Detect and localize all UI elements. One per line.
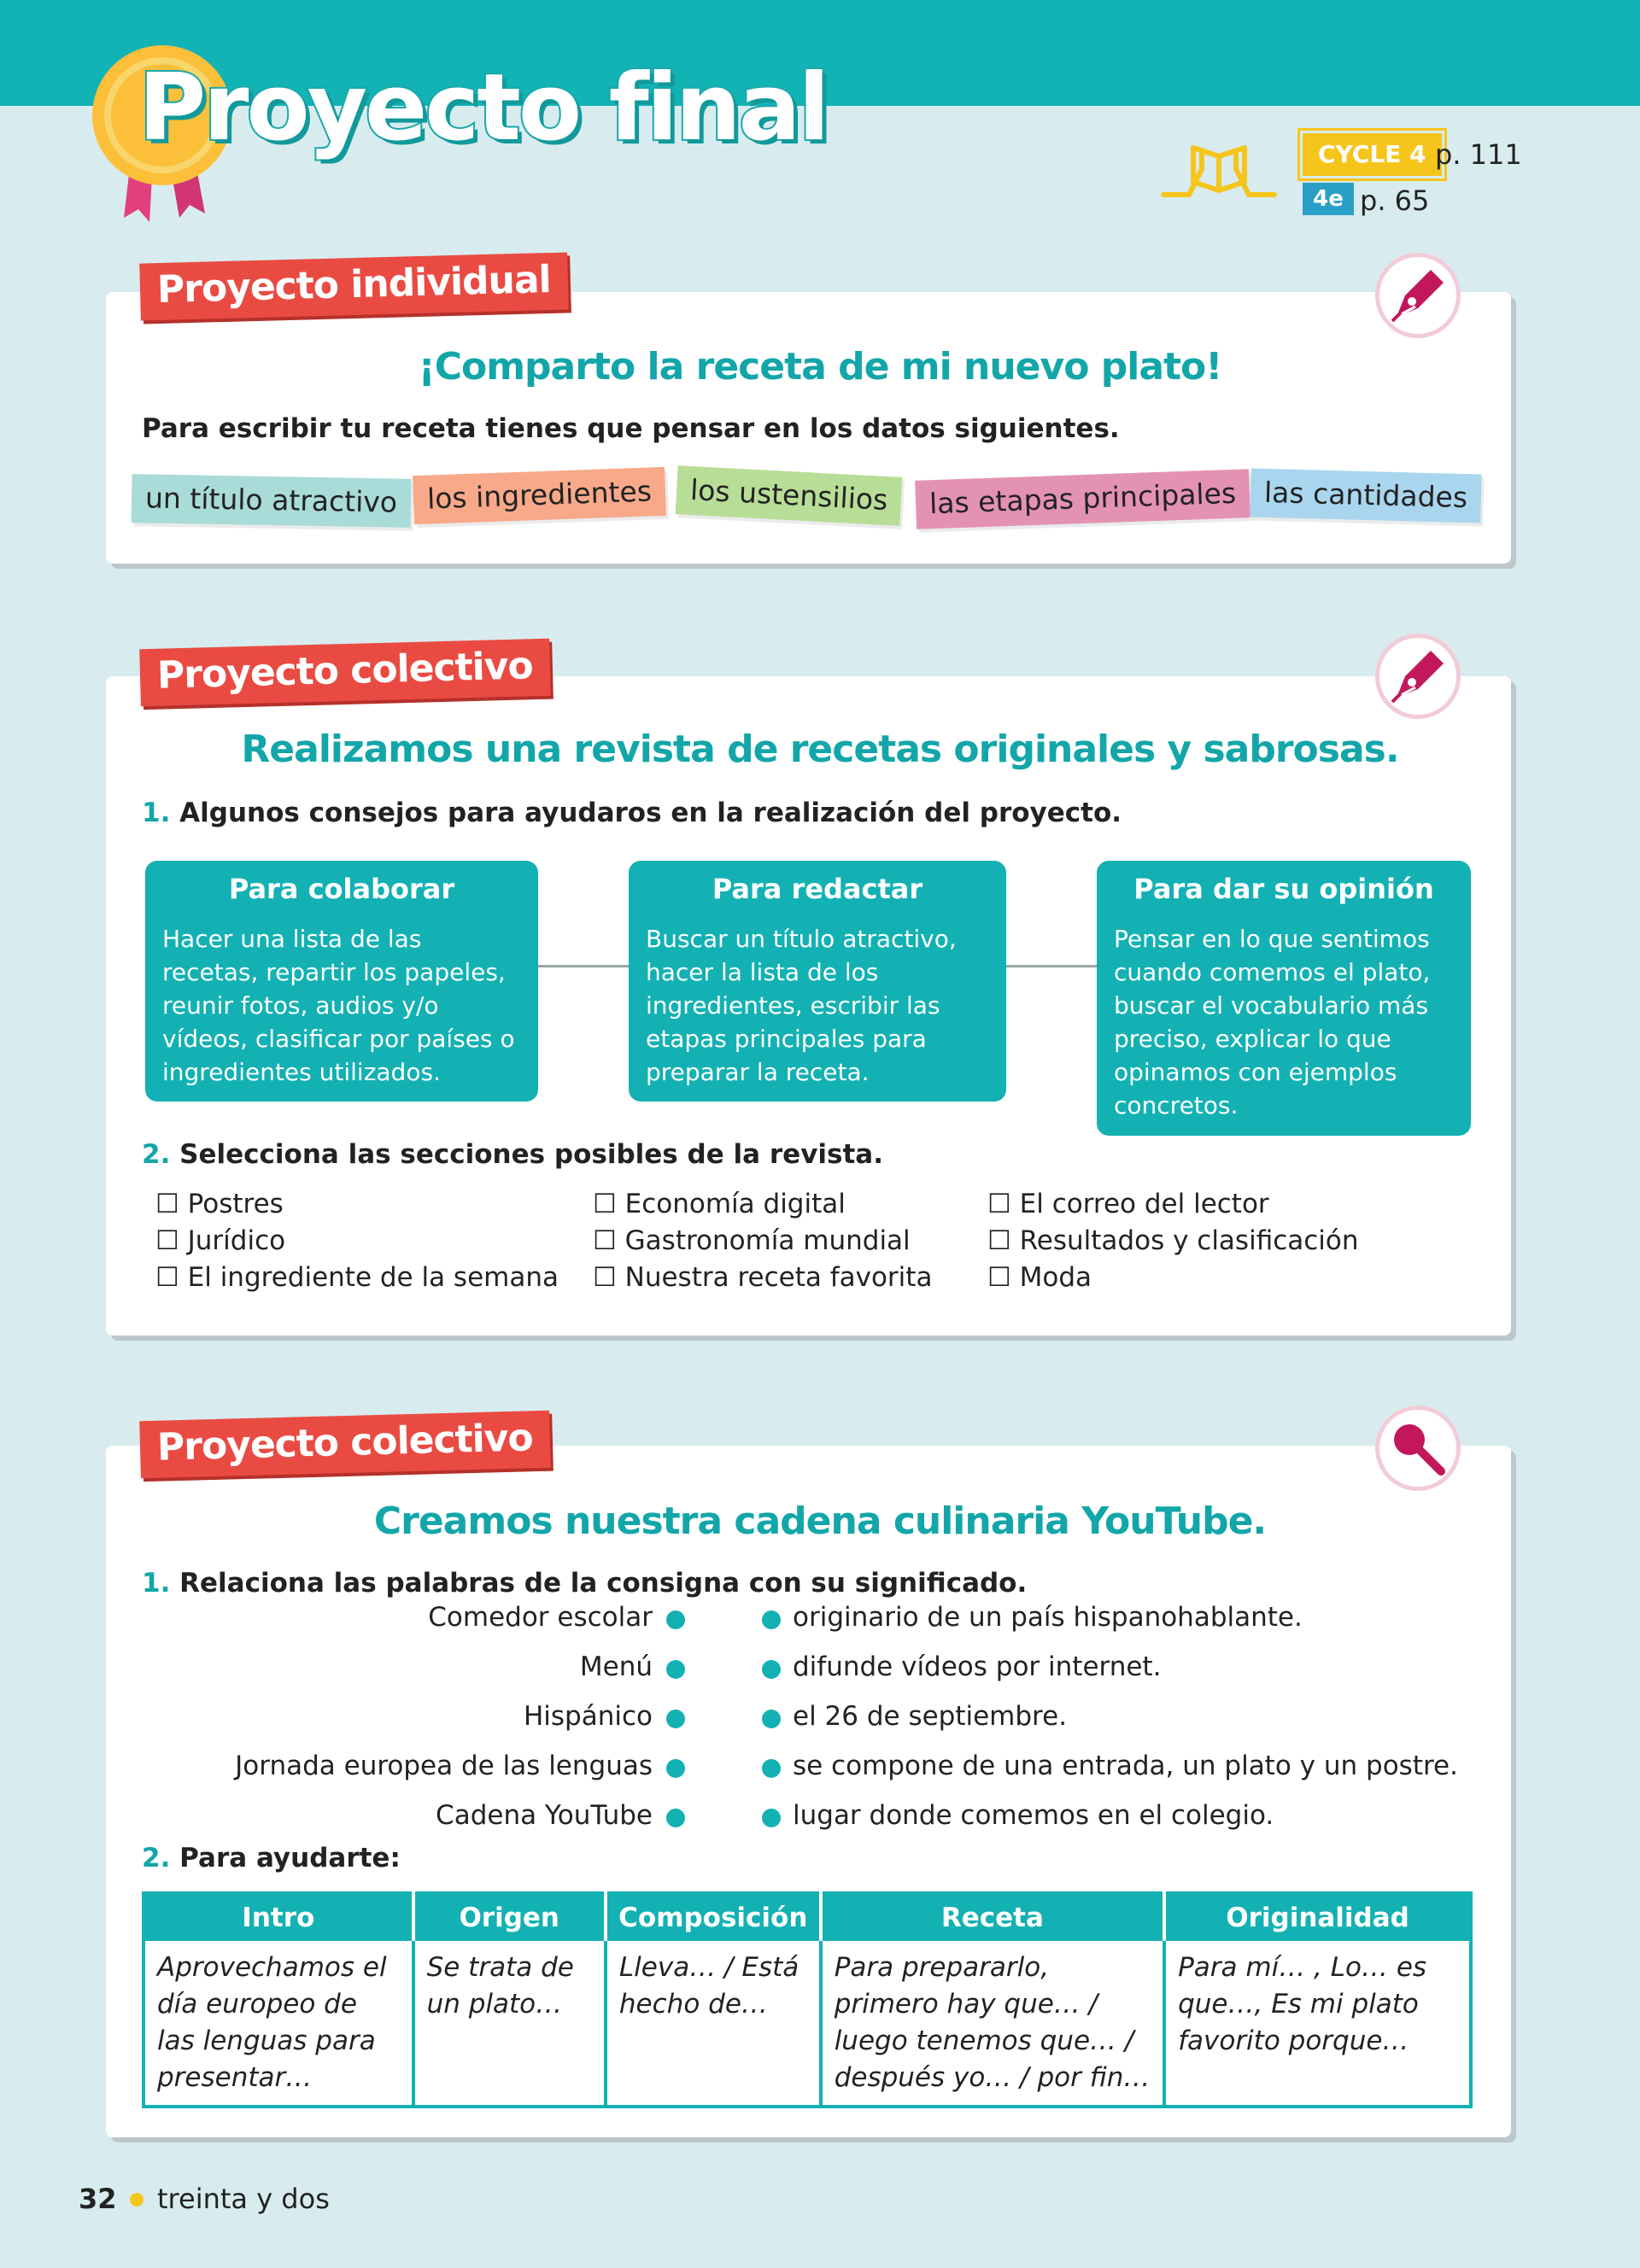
collective-project-tag: Proyecto colectivo: [139, 1411, 550, 1479]
label-etapas: las etapas principales: [915, 469, 1250, 529]
checkbox-postres[interactable]: ☐ Postres: [155, 1189, 284, 1219]
fountain-pen-icon: [1375, 634, 1461, 719]
connector-line: [1004, 965, 1098, 967]
label-titulo: un título atractivo: [132, 474, 412, 528]
table-header: Originalidad: [1164, 1893, 1471, 1941]
page-number: 32: [79, 2183, 117, 2215]
label-ustensilios: los ustensilios: [676, 465, 903, 526]
individual-project-tag: Proyecto individual: [139, 252, 568, 320]
table-header: Intro: [144, 1893, 413, 1941]
fountain-pen-icon: [1375, 253, 1461, 338]
connector-line: [536, 965, 630, 967]
checkbox-ingrediente-semana[interactable]: ☐ El ingrediente de la semana: [155, 1262, 559, 1293]
microphone-icon: [1375, 1406, 1461, 1491]
table-row: [144, 1941, 1471, 2107]
collective-project-tag: Proyecto colectivo: [139, 639, 550, 707]
magazine-question-1: 1. Algunos consejos para ayudaros en la realización del proyecto.: [142, 798, 1122, 828]
match-dot[interactable]: [762, 1610, 781, 1629]
advice-box-opinion: [1097, 861, 1471, 1136]
help-table: [142, 1891, 1473, 2108]
match-definition: lugar donde comemos en el colegio.: [793, 1800, 1274, 1831]
match-term: Comedor escolar: [428, 1602, 653, 1633]
match-term: Cadena YouTube: [436, 1800, 653, 1831]
match-dot[interactable]: [666, 1759, 685, 1778]
youtube-question-1: 1. Relaciona las palabras de la consigna con su significado.: [142, 1568, 1028, 1599]
match-dot[interactable]: [666, 1610, 685, 1629]
match-dot[interactable]: [762, 1759, 781, 1778]
match-definition: el 26 de septiembre.: [793, 1701, 1068, 1732]
individual-instruction: Para escribir tu receta tienes que pensar en los datos siguientes.: [142, 413, 1120, 444]
match-dot[interactable]: [762, 1809, 781, 1827]
checkbox-correo-lector[interactable]: ☐ El correo del lector: [987, 1189, 1269, 1219]
advice-text: Hacer una lista de las recetas, repartir los papeles, reunir fotos, audios y/o vídeos, clasificar por países o ingredientes utilizados.: [162, 925, 515, 1086]
advice-title: Para redactar: [712, 873, 923, 905]
match-dot[interactable]: [666, 1710, 685, 1728]
grade-page-ref: p. 65: [1360, 184, 1430, 217]
match-term: Menú: [579, 1651, 653, 1682]
checkbox-economia-digital[interactable]: ☐ Economía digital: [593, 1189, 846, 1219]
match-term: Jornada europea de las lenguas: [235, 1751, 653, 1781]
table-cell: Aprovechamos el día europeo de las lenguas para presentar…: [144, 1941, 413, 2107]
advice-text: Pensar en lo que sentimos cuando comemos el plato, buscar el vocabulario más preciso, explicar lo que opinamos con ejemplos concretos.: [1114, 925, 1431, 1119]
advice-box-write: [629, 861, 1006, 1102]
match-dot[interactable]: [666, 1660, 685, 1679]
cycle-tag: CYCLE 4: [1303, 133, 1442, 176]
page-title: Proyecto final: [138, 55, 828, 161]
match-dot[interactable]: [762, 1710, 781, 1728]
reading-hands-icon: [1155, 135, 1283, 203]
advice-text: Buscar un título atractivo, hacer la lista de los ingredientes, escribir las etapas principales para preparar la receta.: [646, 925, 957, 1086]
bullet-dot: [130, 2193, 144, 2207]
match-definition: difunde vídeos por internet.: [793, 1651, 1162, 1682]
label-ingredientes: los ingredientes: [413, 467, 666, 524]
individual-heading: ¡Comparto la receta de mi nuevo plato!: [418, 345, 1222, 389]
magazine-heading: Realizamos una revista de recetas originales y sabrosas.: [241, 728, 1399, 771]
advice-title: Para colaborar: [228, 873, 455, 905]
checkbox-receta-favorita[interactable]: ☐ Nuestra receta favorita: [593, 1262, 933, 1293]
table-cell: Para mí… , Lo… es que…, Es mi plato favorito porque…: [1164, 1941, 1471, 2107]
label-cantidades: las cantidades: [1250, 468, 1481, 523]
match-dot[interactable]: [762, 1660, 781, 1679]
match-definition: se compone de una entrada, un plato y un postre.: [793, 1751, 1458, 1781]
table-cell: Para prepararlo, primero hay que… / luego tenemos que… / después yo… / por fin…: [821, 1941, 1164, 2107]
checkbox-gastronomia-mundial[interactable]: ☐ Gastronomía mundial: [593, 1225, 911, 1256]
checkbox-moda[interactable]: ☐ Moda: [987, 1262, 1092, 1293]
advice-title: Para dar su opinión: [1133, 873, 1434, 905]
cycle-page-ref: p. 111: [1435, 138, 1522, 171]
table-cell: Se trata de un plato…: [413, 1941, 606, 2107]
youtube-question-2: 2. Para ayudarte:: [142, 1843, 401, 1873]
match-term: Hispánico: [523, 1701, 653, 1732]
table-cell: Lleva… / Está hecho de…: [606, 1941, 821, 2107]
page-number-words: treinta y dos: [157, 2183, 330, 2215]
advice-box-collaborate: [145, 861, 538, 1102]
table-header: Receta: [821, 1893, 1164, 1941]
match-definition: originario de un país hispanohablante.: [793, 1602, 1303, 1633]
grade-tag: 4e: [1303, 183, 1354, 215]
checkbox-resultados[interactable]: ☐ Resultados y clasificación: [987, 1225, 1359, 1256]
magazine-question-2: 2. Selecciona las secciones posibles de la revista.: [142, 1139, 884, 1170]
table-header: Composición: [606, 1893, 821, 1941]
checkbox-juridico[interactable]: ☐ Jurídico: [155, 1225, 286, 1256]
table-header: Origen: [413, 1893, 606, 1941]
match-dot[interactable]: [666, 1809, 685, 1827]
youtube-heading: Creamos nuestra cadena culinaria YouTube.: [373, 1499, 1267, 1543]
